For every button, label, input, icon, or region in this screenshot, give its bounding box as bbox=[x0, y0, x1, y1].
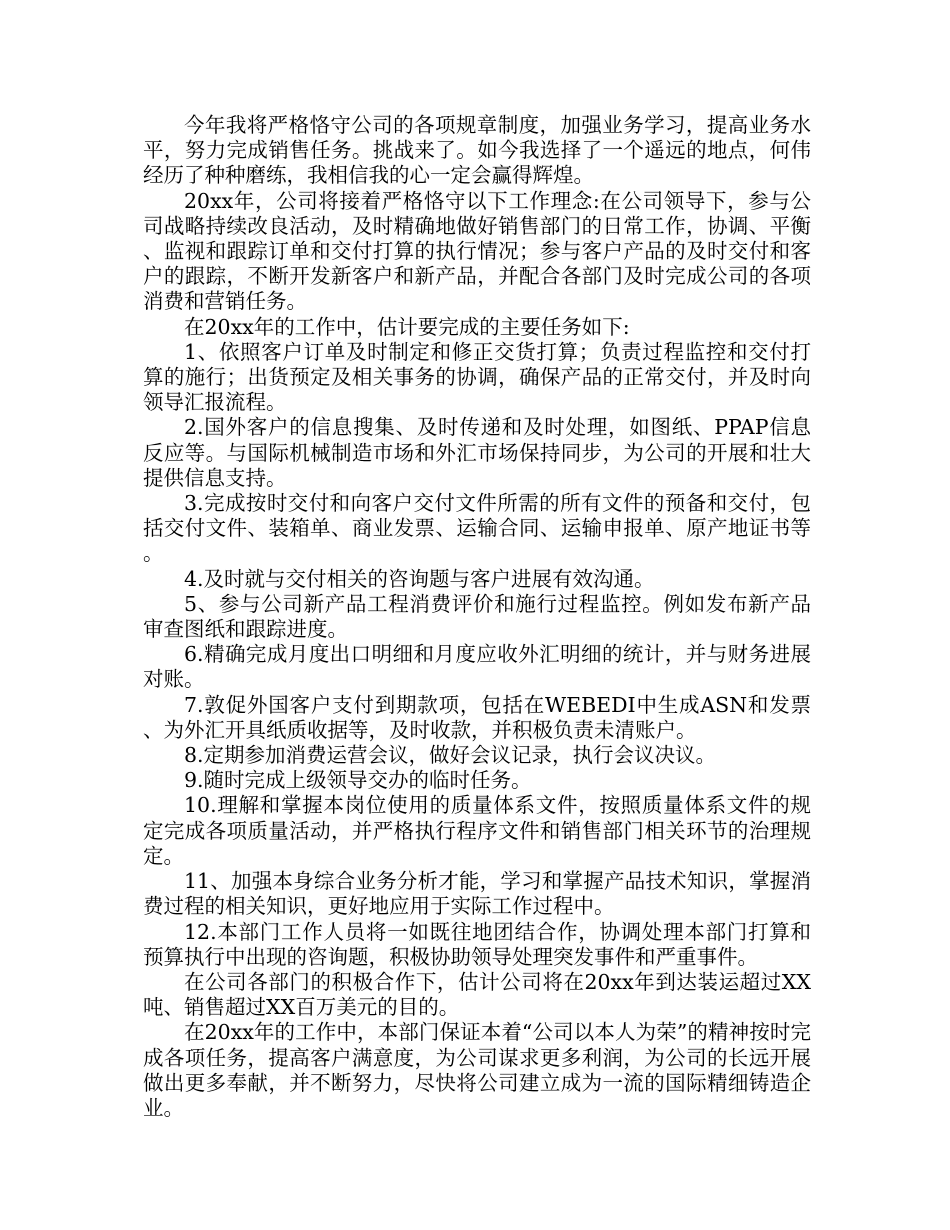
list-item: 5、参与公司新产品工程消费评价和施行过程监控。例如发布新产品审查图纸和跟踪进度。 bbox=[143, 591, 811, 642]
paragraph-closing: 在20xx年的工作中，本部门保证本着“公司以本人为荣”的精神按时完成各项任务，提高客户满意度，为公司谋求更多利润，为公司的长远开展做出更多奉献，并不断努力，尽快将公司建立成为一流的国际精细铸造企业。 bbox=[143, 1020, 811, 1120]
list-item: 2.国外客户的信息搜集、及时传递和及时处理，如图纸、PPAP信息反应等。与国际机械制造市场和外汇市场保持同步，为公司的开展和壮大提供信息支持。 bbox=[143, 415, 811, 490]
list-item: 8.定期参加消费运营会议，做好会议记录，执行会议决议。 bbox=[184, 743, 717, 768]
paragraph-target: 在公司各部门的积极合作下，估计公司将在20xx年到达装运超过XX吨、销售超过XX百万美元的目的。 bbox=[143, 969, 811, 1020]
paragraph-work-concept: 20xx年，公司将接着严格恪守以下工作理念:在公司领导下，参与公司战略持续改良活动，及时精确地做好销售部门的日常工作，协调、平衡、监视和跟踪订单和交付打算的执行情况；参与客户产品的及时交付和客户的跟踪，不断开发新客户和新产品，并配合各部门及时完成公司的各项消费和营销任务。 bbox=[143, 188, 811, 314]
list-item: 6.精确完成月度出口明细和月度应收外汇明细的统计，并与财务进展对账。 bbox=[143, 642, 811, 692]
list-item: 4.及时就与交付相关的咨询题与客户进展有效沟通。 bbox=[184, 566, 655, 591]
list-item: 1、依照客户订单及时制定和修正交货打算；负责过程监控和交付打算的施行；出货预定及相关事务的协调，确保产品的正常交付，并及时向领导汇报流程。 bbox=[143, 339, 811, 415]
list-item: 11、加强本身综合业务分析才能，学习和掌握产品技术知识，掌握消费过程的相关知识，更好地应用于实际工作过程中。 bbox=[143, 869, 811, 919]
list-item: 9.随时完成上级领导交办的临时任务。 bbox=[184, 768, 532, 793]
list-item: 7.敦促外国客户支付到期款项，包括在WEBEDI中生成ASN和发票、为外汇开具纸质收据等，及时收款，并积极负责未清账户。 bbox=[143, 692, 811, 742]
list-item: 12.本部门工作人员将一如既往地团结合作，协调处理本部门打算和预算执行中出现的咨询题，积极协助领导处理突发事件和严重事件。 bbox=[143, 919, 811, 969]
list-item: 3.完成按时交付和向客户交付文件所需的所有文件的预备和交付，包括交付文件、装箱单、商业发票、运输合同、运输申报单、原产地证书等。 bbox=[143, 491, 811, 566]
paragraph-task-heading: 在20xx年的工作中，估计要完成的主要任务如下: bbox=[184, 314, 630, 339]
list-item: 10.理解和掌握本岗位使用的质量体系文件，按照质量体系文件的规定完成各项质量活动，并严格执行程序文件和销售部门相关环节的治理规定。 bbox=[143, 793, 811, 868]
paragraph-intro: 今年我将严格恪守公司的各项规章制度，加强业务学习，提高业务水平，努力完成销售任务。挑战来了。如今我选择了一个遥远的地点，何伟经历了种种磨练，我相信我的心一定会赢得辉煌。 bbox=[143, 113, 811, 188]
document-body bbox=[143, 113, 811, 1121]
